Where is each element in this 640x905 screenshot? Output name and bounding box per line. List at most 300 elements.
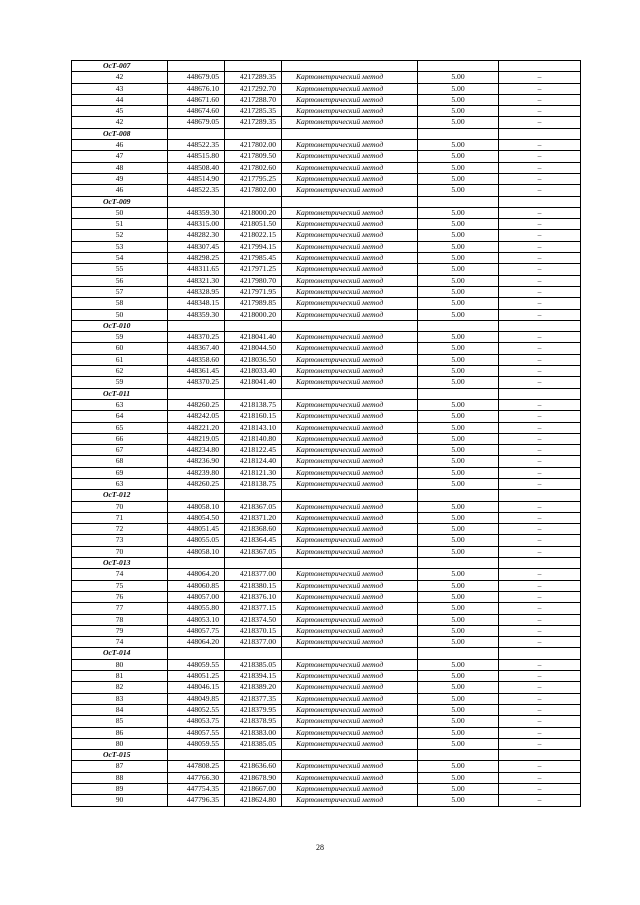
point-number-cell: 89 — [72, 784, 168, 795]
dash-cell: – — [499, 173, 581, 184]
empty-cell — [282, 490, 418, 501]
empty-cell — [499, 320, 581, 331]
method-cell: Картометрический метод — [282, 772, 418, 783]
y-coordinate-cell: 4218121.30 — [225, 467, 282, 478]
table-row — [72, 230, 581, 241]
method-cell: Картометрический метод — [282, 512, 418, 523]
dash-cell: – — [499, 275, 581, 286]
accuracy-cell: 5.00 — [418, 185, 499, 196]
table-row — [72, 784, 581, 795]
x-coordinate-cell: 448348.15 — [168, 298, 225, 309]
dash-cell: – — [499, 738, 581, 749]
dash-cell: – — [499, 151, 581, 162]
accuracy-cell: 5.00 — [418, 704, 499, 715]
y-coordinate-cell: 4218000.20 — [225, 309, 282, 320]
point-number-cell: 63 — [72, 478, 168, 489]
dash-cell: – — [499, 366, 581, 377]
y-coordinate-cell: 4218124.40 — [225, 456, 282, 467]
accuracy-cell: 5.00 — [418, 309, 499, 320]
point-number-cell: 72 — [72, 524, 168, 535]
table-row — [72, 625, 581, 636]
accuracy-cell: 5.00 — [418, 467, 499, 478]
accuracy-cell: 5.00 — [418, 784, 499, 795]
point-number-cell: 70 — [72, 546, 168, 557]
empty-cell — [225, 648, 282, 659]
dash-cell: – — [499, 727, 581, 738]
empty-cell — [225, 750, 282, 761]
table-row — [72, 207, 581, 218]
y-coordinate-cell: 4218367.05 — [225, 546, 282, 557]
x-coordinate-cell: 448260.25 — [168, 399, 225, 410]
empty-cell — [168, 490, 225, 501]
method-cell: Картометрический метод — [282, 343, 418, 354]
group-header-row — [72, 490, 581, 501]
point-number-cell: 76 — [72, 591, 168, 602]
accuracy-cell: 5.00 — [418, 795, 499, 806]
x-coordinate-cell: 448515.80 — [168, 151, 225, 162]
group-header-row — [72, 320, 581, 331]
table-row — [72, 162, 581, 173]
point-number-cell: 66 — [72, 433, 168, 444]
accuracy-cell: 5.00 — [418, 671, 499, 682]
empty-cell — [418, 320, 499, 331]
point-number-cell: 71 — [72, 512, 168, 523]
accuracy-cell: 5.00 — [418, 738, 499, 749]
method-cell: Картометрический метод — [282, 332, 418, 343]
method-cell: Картометрический метод — [282, 738, 418, 749]
y-coordinate-cell: 4217289.35 — [225, 117, 282, 128]
table-row — [72, 117, 581, 128]
table-row — [72, 761, 581, 772]
y-coordinate-cell: 4218041.40 — [225, 377, 282, 388]
point-number-cell: 57 — [72, 286, 168, 297]
page-number: 28 — [316, 843, 324, 852]
y-coordinate-cell: 4218041.40 — [225, 332, 282, 343]
point-number-cell: 46 — [72, 185, 168, 196]
empty-cell — [418, 648, 499, 659]
dash-cell: – — [499, 671, 581, 682]
method-cell: Картометрический метод — [282, 140, 418, 151]
table-row — [72, 524, 581, 535]
empty-cell — [418, 128, 499, 139]
coordinates-table — [71, 60, 581, 807]
x-coordinate-cell: 448059.55 — [168, 738, 225, 749]
accuracy-cell: 5.00 — [418, 433, 499, 444]
accuracy-cell: 5.00 — [418, 445, 499, 456]
table-row — [72, 591, 581, 602]
accuracy-cell: 5.00 — [418, 603, 499, 614]
empty-cell — [168, 388, 225, 399]
point-number-cell: 75 — [72, 580, 168, 591]
dash-cell: – — [499, 704, 581, 715]
empty-cell — [499, 388, 581, 399]
table-row — [72, 445, 581, 456]
y-coordinate-cell: 4218022.15 — [225, 230, 282, 241]
table-row — [72, 772, 581, 783]
dash-cell: – — [499, 478, 581, 489]
method-cell: Картометрический метод — [282, 716, 418, 727]
table-row — [72, 173, 581, 184]
dash-cell: – — [499, 286, 581, 297]
method-cell: Картометрический метод — [282, 354, 418, 365]
point-number-cell: 59 — [72, 377, 168, 388]
x-coordinate-cell: 448321.30 — [168, 275, 225, 286]
point-number-cell: 73 — [72, 535, 168, 546]
x-coordinate-cell: 448057.75 — [168, 625, 225, 636]
x-coordinate-cell: 448359.30 — [168, 207, 225, 218]
table-row — [72, 241, 581, 252]
y-coordinate-cell: 4218374.50 — [225, 614, 282, 625]
accuracy-cell: 5.00 — [418, 377, 499, 388]
accuracy-cell: 5.00 — [418, 72, 499, 83]
x-coordinate-cell: 448221.20 — [168, 422, 225, 433]
group-header-row — [72, 388, 581, 399]
dash-cell: – — [499, 140, 581, 151]
empty-cell — [418, 196, 499, 207]
point-number-cell: 65 — [72, 422, 168, 433]
empty-cell — [168, 750, 225, 761]
y-coordinate-cell: 4217985.45 — [225, 253, 282, 264]
empty-cell — [282, 558, 418, 569]
empty-cell — [225, 490, 282, 501]
x-coordinate-cell: 448234.80 — [168, 445, 225, 456]
y-coordinate-cell: 4218624.80 — [225, 795, 282, 806]
accuracy-cell: 5.00 — [418, 253, 499, 264]
dash-cell: – — [499, 185, 581, 196]
y-coordinate-cell: 4217980.70 — [225, 275, 282, 286]
dash-cell: – — [499, 298, 581, 309]
point-number-cell: 69 — [72, 467, 168, 478]
dash-cell: – — [499, 784, 581, 795]
point-number-cell: 46 — [72, 140, 168, 151]
group-header-row — [72, 558, 581, 569]
point-number-cell: 56 — [72, 275, 168, 286]
method-cell: Картометрический метод — [282, 162, 418, 173]
accuracy-cell: 5.00 — [418, 478, 499, 489]
table-row — [72, 253, 581, 264]
dash-cell: – — [499, 106, 581, 117]
y-coordinate-cell: 4217989.85 — [225, 298, 282, 309]
point-number-cell: 70 — [72, 501, 168, 512]
point-number-cell: 60 — [72, 343, 168, 354]
x-coordinate-cell: 448046.15 — [168, 682, 225, 693]
dash-cell: – — [499, 524, 581, 535]
empty-cell — [499, 128, 581, 139]
accuracy-cell: 5.00 — [418, 117, 499, 128]
x-coordinate-cell: 448260.25 — [168, 478, 225, 489]
method-cell: Картометрический метод — [282, 275, 418, 286]
y-coordinate-cell: 4218036.50 — [225, 354, 282, 365]
point-number-cell: 77 — [72, 603, 168, 614]
x-coordinate-cell: 448282.30 — [168, 230, 225, 241]
y-coordinate-cell: 4218370.15 — [225, 625, 282, 636]
accuracy-cell: 5.00 — [418, 637, 499, 648]
y-coordinate-cell: 4217994.15 — [225, 241, 282, 252]
empty-cell — [225, 320, 282, 331]
y-coordinate-cell: 4218140.80 — [225, 433, 282, 444]
point-number-cell: 50 — [72, 309, 168, 320]
dash-cell: – — [499, 467, 581, 478]
table-row — [72, 512, 581, 523]
point-number-cell: 84 — [72, 704, 168, 715]
point-number-cell: 81 — [72, 671, 168, 682]
table-row — [72, 456, 581, 467]
table-row — [72, 106, 581, 117]
accuracy-cell: 5.00 — [418, 659, 499, 670]
empty-cell — [499, 61, 581, 72]
point-number-cell: 82 — [72, 682, 168, 693]
method-cell: Картометрический метод — [282, 546, 418, 557]
y-coordinate-cell: 4218000.20 — [225, 207, 282, 218]
y-coordinate-cell: 4217809.50 — [225, 151, 282, 162]
y-coordinate-cell: 4218380.15 — [225, 580, 282, 591]
accuracy-cell: 5.00 — [418, 230, 499, 241]
accuracy-cell: 5.00 — [418, 219, 499, 230]
y-coordinate-cell: 4217971.95 — [225, 286, 282, 297]
table-row — [72, 704, 581, 715]
accuracy-cell: 5.00 — [418, 569, 499, 580]
dash-cell: – — [499, 637, 581, 648]
table-row — [72, 309, 581, 320]
dash-cell: – — [499, 219, 581, 230]
accuracy-cell: 5.00 — [418, 151, 499, 162]
x-coordinate-cell: 448239.80 — [168, 467, 225, 478]
method-cell: Картометрический метод — [282, 614, 418, 625]
y-coordinate-cell: 4218376.10 — [225, 591, 282, 602]
accuracy-cell: 5.00 — [418, 332, 499, 343]
empty-cell — [225, 388, 282, 399]
empty-cell — [168, 128, 225, 139]
empty-cell — [225, 128, 282, 139]
y-coordinate-cell: 4218385.05 — [225, 659, 282, 670]
table-row — [72, 399, 581, 410]
y-coordinate-cell: 4217285.35 — [225, 106, 282, 117]
empty-cell — [418, 558, 499, 569]
y-coordinate-cell: 4218379.95 — [225, 704, 282, 715]
point-number-cell: 74 — [72, 569, 168, 580]
point-number-cell: 48 — [72, 162, 168, 173]
point-number-cell: 55 — [72, 264, 168, 275]
x-coordinate-cell: 448053.75 — [168, 716, 225, 727]
point-number-cell: 78 — [72, 614, 168, 625]
method-cell: Картометрический метод — [282, 524, 418, 535]
empty-cell — [282, 388, 418, 399]
method-cell: Картометрический метод — [282, 253, 418, 264]
x-coordinate-cell: 448058.10 — [168, 546, 225, 557]
x-coordinate-cell: 448358.60 — [168, 354, 225, 365]
point-number-cell: 74 — [72, 637, 168, 648]
y-coordinate-cell: 4218160.15 — [225, 411, 282, 422]
dash-cell: – — [499, 162, 581, 173]
x-coordinate-cell: 447754.35 — [168, 784, 225, 795]
x-coordinate-cell: 448059.55 — [168, 659, 225, 670]
method-cell: Картометрический метод — [282, 411, 418, 422]
method-cell: Картометрический метод — [282, 727, 418, 738]
empty-cell — [499, 196, 581, 207]
y-coordinate-cell: 4218378.95 — [225, 716, 282, 727]
dash-cell: – — [499, 399, 581, 410]
x-coordinate-cell: 448219.05 — [168, 433, 225, 444]
y-coordinate-cell: 4218636.60 — [225, 761, 282, 772]
group-title: ОсТ-011 — [72, 388, 168, 399]
point-number-cell: 80 — [72, 659, 168, 670]
x-coordinate-cell: 448057.00 — [168, 591, 225, 602]
y-coordinate-cell: 4217971.25 — [225, 264, 282, 275]
x-coordinate-cell: 448057.55 — [168, 727, 225, 738]
x-coordinate-cell: 447766.30 — [168, 772, 225, 783]
table-row — [72, 411, 581, 422]
method-cell: Картометрический метод — [282, 795, 418, 806]
point-number-cell: 45 — [72, 106, 168, 117]
table-row — [72, 83, 581, 94]
point-number-cell: 83 — [72, 693, 168, 704]
point-number-cell: 53 — [72, 241, 168, 252]
accuracy-cell: 5.00 — [418, 275, 499, 286]
empty-cell — [282, 750, 418, 761]
accuracy-cell: 5.00 — [418, 298, 499, 309]
dash-cell: – — [499, 94, 581, 105]
method-cell: Картометрический метод — [282, 569, 418, 580]
empty-cell — [168, 196, 225, 207]
dash-cell: – — [499, 603, 581, 614]
method-cell: Картометрический метод — [282, 671, 418, 682]
method-cell: Картометрический метод — [282, 445, 418, 456]
group-header-row — [72, 128, 581, 139]
x-coordinate-cell: 448064.20 — [168, 569, 225, 580]
accuracy-cell: 5.00 — [418, 140, 499, 151]
accuracy-cell: 5.00 — [418, 241, 499, 252]
y-coordinate-cell: 4218678.90 — [225, 772, 282, 783]
x-coordinate-cell: 448514.90 — [168, 173, 225, 184]
dash-cell: – — [499, 422, 581, 433]
method-cell: Картометрический метод — [282, 72, 418, 83]
table-row — [72, 185, 581, 196]
point-number-cell: 87 — [72, 761, 168, 772]
table-row — [72, 614, 581, 625]
method-cell: Картометрический метод — [282, 117, 418, 128]
table-row — [72, 422, 581, 433]
dash-cell: – — [499, 535, 581, 546]
point-number-cell: 59 — [72, 332, 168, 343]
point-number-cell: 50 — [72, 207, 168, 218]
table-row — [72, 671, 581, 682]
y-coordinate-cell: 4218377.15 — [225, 603, 282, 614]
x-coordinate-cell: 448064.20 — [168, 637, 225, 648]
point-number-cell: 61 — [72, 354, 168, 365]
table-row — [72, 637, 581, 648]
empty-cell — [225, 558, 282, 569]
y-coordinate-cell: 4218377.00 — [225, 569, 282, 580]
point-number-cell: 42 — [72, 72, 168, 83]
method-cell: Картометрический метод — [282, 399, 418, 410]
method-cell: Картометрический метод — [282, 207, 418, 218]
method-cell: Картометрический метод — [282, 591, 418, 602]
dash-cell: – — [499, 693, 581, 704]
accuracy-cell: 5.00 — [418, 512, 499, 523]
y-coordinate-cell: 4217288.70 — [225, 94, 282, 105]
dash-cell: – — [499, 207, 581, 218]
y-coordinate-cell: 4218138.75 — [225, 478, 282, 489]
x-coordinate-cell: 448508.40 — [168, 162, 225, 173]
x-coordinate-cell: 448359.30 — [168, 309, 225, 320]
empty-cell — [282, 196, 418, 207]
dash-cell: – — [499, 625, 581, 636]
y-coordinate-cell: 4218389.20 — [225, 682, 282, 693]
dash-cell: – — [499, 580, 581, 591]
method-cell: Картометрический метод — [282, 366, 418, 377]
y-coordinate-cell: 4218385.05 — [225, 738, 282, 749]
accuracy-cell: 5.00 — [418, 343, 499, 354]
dash-cell: – — [499, 83, 581, 94]
dash-cell: – — [499, 343, 581, 354]
empty-cell — [282, 648, 418, 659]
x-coordinate-cell: 448522.35 — [168, 185, 225, 196]
y-coordinate-cell: 4217289.35 — [225, 72, 282, 83]
x-coordinate-cell: 447796.35 — [168, 795, 225, 806]
accuracy-cell: 5.00 — [418, 625, 499, 636]
accuracy-cell: 5.00 — [418, 162, 499, 173]
method-cell: Картометрический метод — [282, 625, 418, 636]
table-row — [72, 569, 581, 580]
method-cell: Картометрический метод — [282, 264, 418, 275]
y-coordinate-cell: 4217795.25 — [225, 173, 282, 184]
point-number-cell: 64 — [72, 411, 168, 422]
group-title: ОсТ-015 — [72, 750, 168, 761]
accuracy-cell: 5.00 — [418, 501, 499, 512]
method-cell: Картометрический метод — [282, 433, 418, 444]
dash-cell: – — [499, 682, 581, 693]
dash-cell: – — [499, 433, 581, 444]
point-number-cell: 51 — [72, 219, 168, 230]
group-title: ОсТ-012 — [72, 490, 168, 501]
table-row — [72, 94, 581, 105]
x-coordinate-cell: 448370.25 — [168, 332, 225, 343]
method-cell: Картометрический метод — [282, 704, 418, 715]
point-number-cell: 88 — [72, 772, 168, 783]
dash-cell: – — [499, 72, 581, 83]
method-cell: Картометрический метод — [282, 106, 418, 117]
x-coordinate-cell: 448328.95 — [168, 286, 225, 297]
x-coordinate-cell: 448236.90 — [168, 456, 225, 467]
table-row — [72, 603, 581, 614]
table-row — [72, 693, 581, 704]
dash-cell: – — [499, 569, 581, 580]
table-row — [72, 727, 581, 738]
group-title: ОсТ-008 — [72, 128, 168, 139]
x-coordinate-cell: 448307.45 — [168, 241, 225, 252]
empty-cell — [499, 490, 581, 501]
point-number-cell: 49 — [72, 173, 168, 184]
table-row — [72, 501, 581, 512]
y-coordinate-cell: 4218051.50 — [225, 219, 282, 230]
table-row — [72, 72, 581, 83]
accuracy-cell: 5.00 — [418, 591, 499, 602]
point-number-cell: 54 — [72, 253, 168, 264]
accuracy-cell: 5.00 — [418, 83, 499, 94]
method-cell: Картометрический метод — [282, 456, 418, 467]
x-coordinate-cell: 448054.50 — [168, 512, 225, 523]
point-number-cell: 52 — [72, 230, 168, 241]
dash-cell: – — [499, 117, 581, 128]
y-coordinate-cell: 4218044.50 — [225, 343, 282, 354]
y-coordinate-cell: 4218364.45 — [225, 535, 282, 546]
accuracy-cell: 5.00 — [418, 173, 499, 184]
accuracy-cell: 5.00 — [418, 286, 499, 297]
accuracy-cell: 5.00 — [418, 727, 499, 738]
x-coordinate-cell: 448361.45 — [168, 366, 225, 377]
empty-cell — [418, 490, 499, 501]
accuracy-cell: 5.00 — [418, 399, 499, 410]
